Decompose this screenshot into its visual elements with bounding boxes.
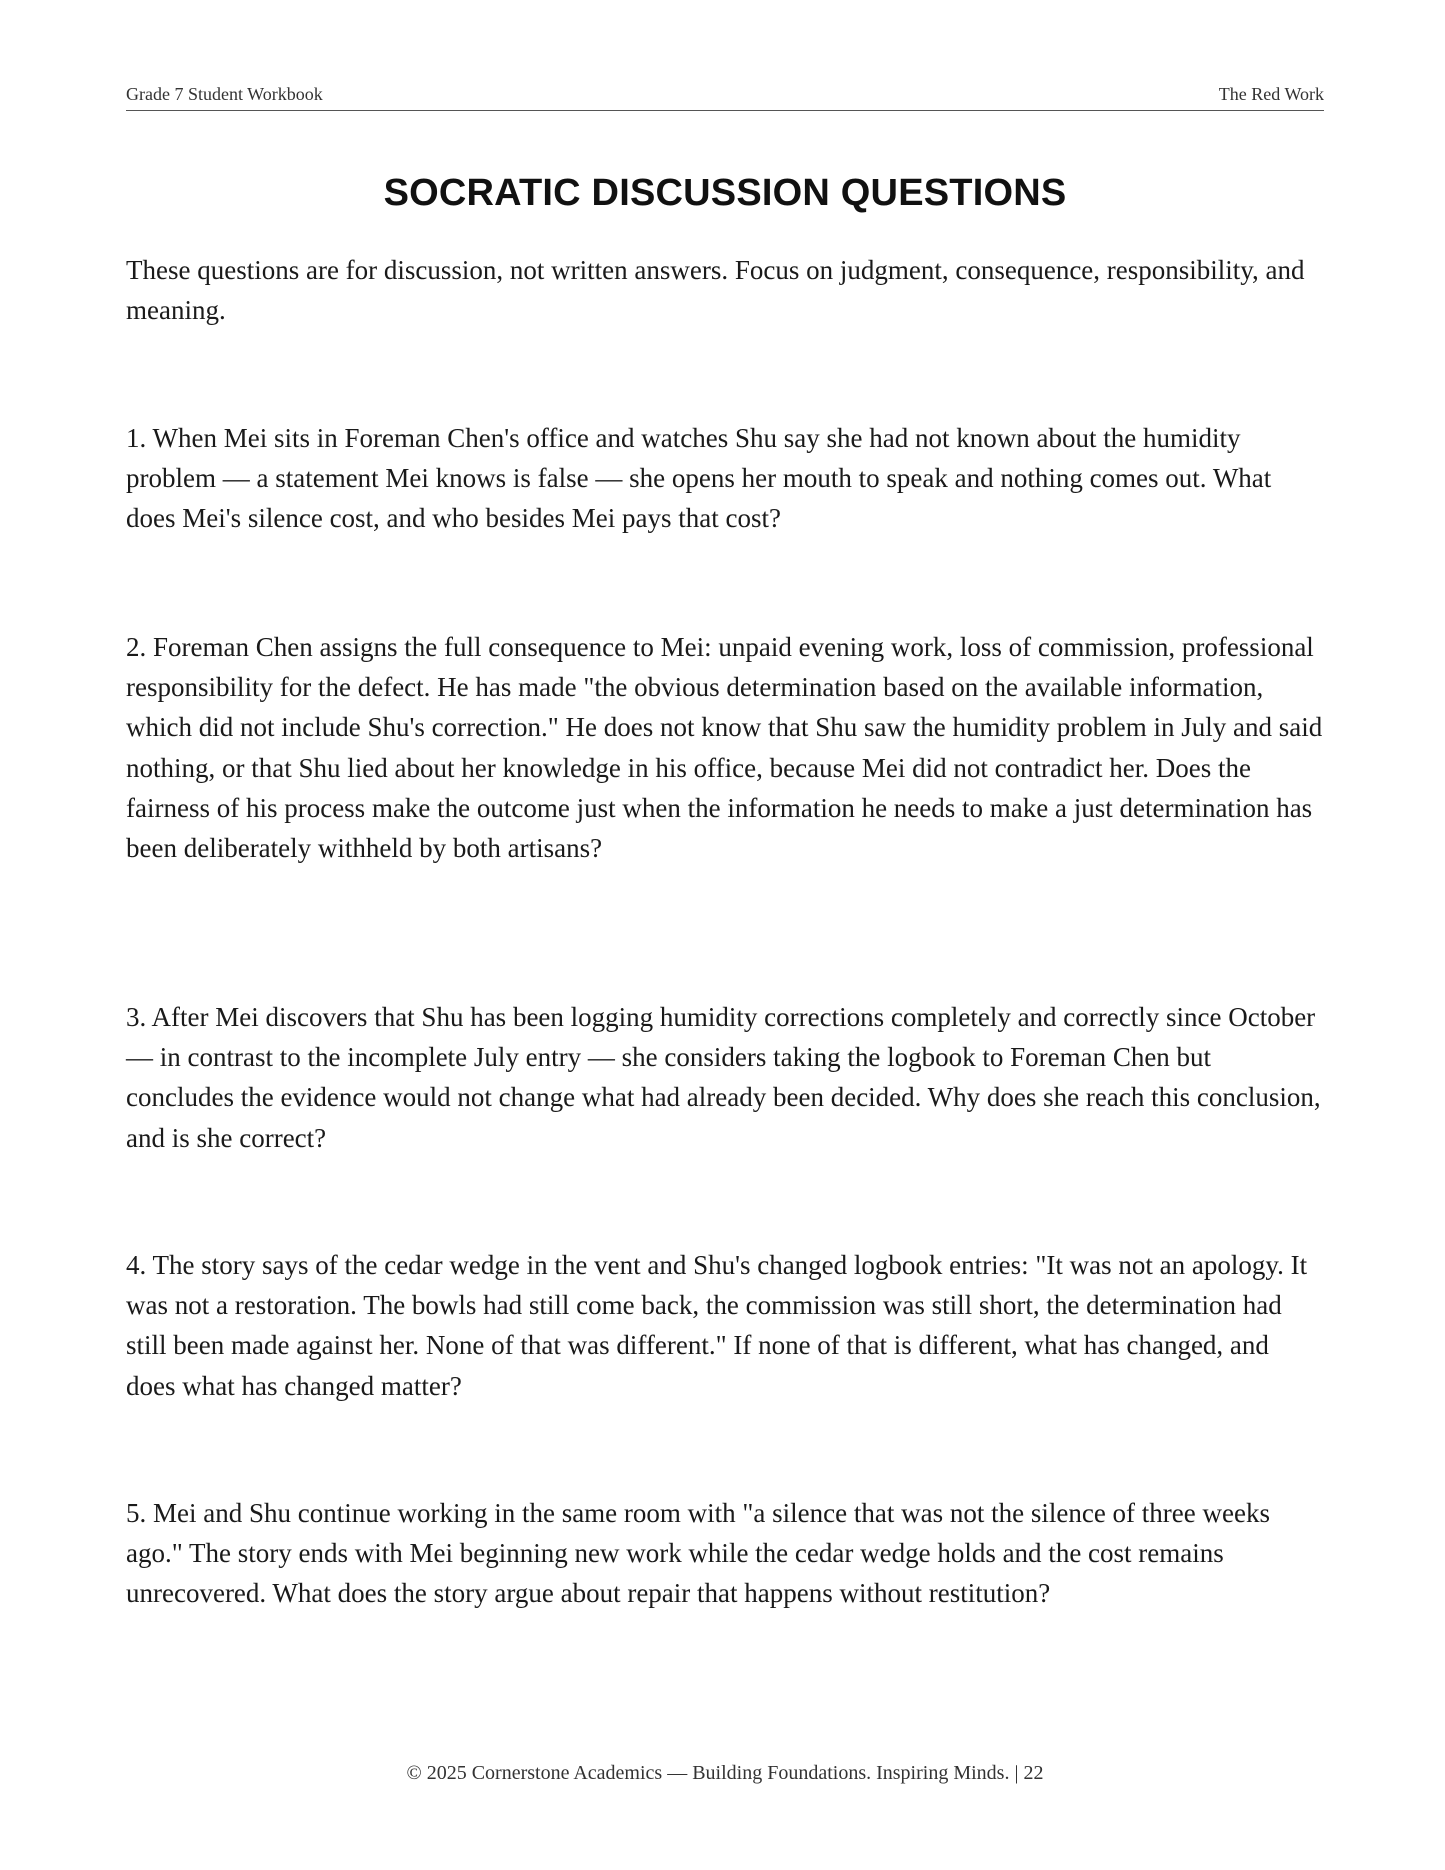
header-workbook-label: Grade 7 Student Workbook: [126, 84, 323, 104]
question-3: 3. After Mei discovers that Shu has been logging humidity corrections completely and correctly since October — in contrast to the incomplete July entry — she considers taking the logbook to Foreman Chen but concludes the evidence would not change what had already been decided. Why does she reach this conclusion, and is she correct?: [126, 1002, 1321, 1153]
page-title: SOCRATIC DISCUSSION QUESTIONS: [383, 172, 1067, 214]
question-4: 4. The story says of the cedar wedge in the vent and Shu's changed logbook entries: "It was not an apology. It was not a restoration. The bowls had still come back, the commission was still short, the determination had still been made against her. None of that was different." If none of that is different, what has changed, and does what has changed matter?: [126, 1250, 1308, 1401]
question-2: 2. Foreman Chen assigns the full consequence to Mei: unpaid evening work, loss of commission, professional responsibility for the defect. He has made "the obvious determination based on the available information, which did not include Shu's correction." He does not know that Shu saw the humidity problem in July and said nothing, or that Shu lied about her knowledge in his office, because Mei did not contradict her. Does the fairness of his process make the outcome just when the information he needs to make a just determination has been deliberately withheld by both artisans?: [126, 632, 1323, 864]
page-footer: © 2025 Cornerstone Academics — Building Foundations. Inspiring Minds. | 22: [406, 1762, 1044, 1784]
running-header: [126, 84, 1324, 111]
intro-paragraph: These questions are for discussion, not written answers. Focus on judgment, consequence, responsibility, and meaning.: [126, 255, 1305, 325]
question-1: 1. When Mei sits in Foreman Chen's office and watches Shu say she had not known about the humidity problem — a statement Mei knows is false — she opens her mouth to speak and nothing comes out. What does Mei's silence cost, and who besides Mei pays that cost?: [126, 423, 1272, 534]
question-5: 5. Mei and Shu continue working in the same room with "a silence that was not the silence of three weeks ago." The story ends with Mei beginning new work while the cedar wedge holds and the cost remains unrecovered. What does the story argue about repair that happens without restitution?: [126, 1498, 1270, 1609]
header-story-title: The Red Work: [1218, 84, 1324, 104]
